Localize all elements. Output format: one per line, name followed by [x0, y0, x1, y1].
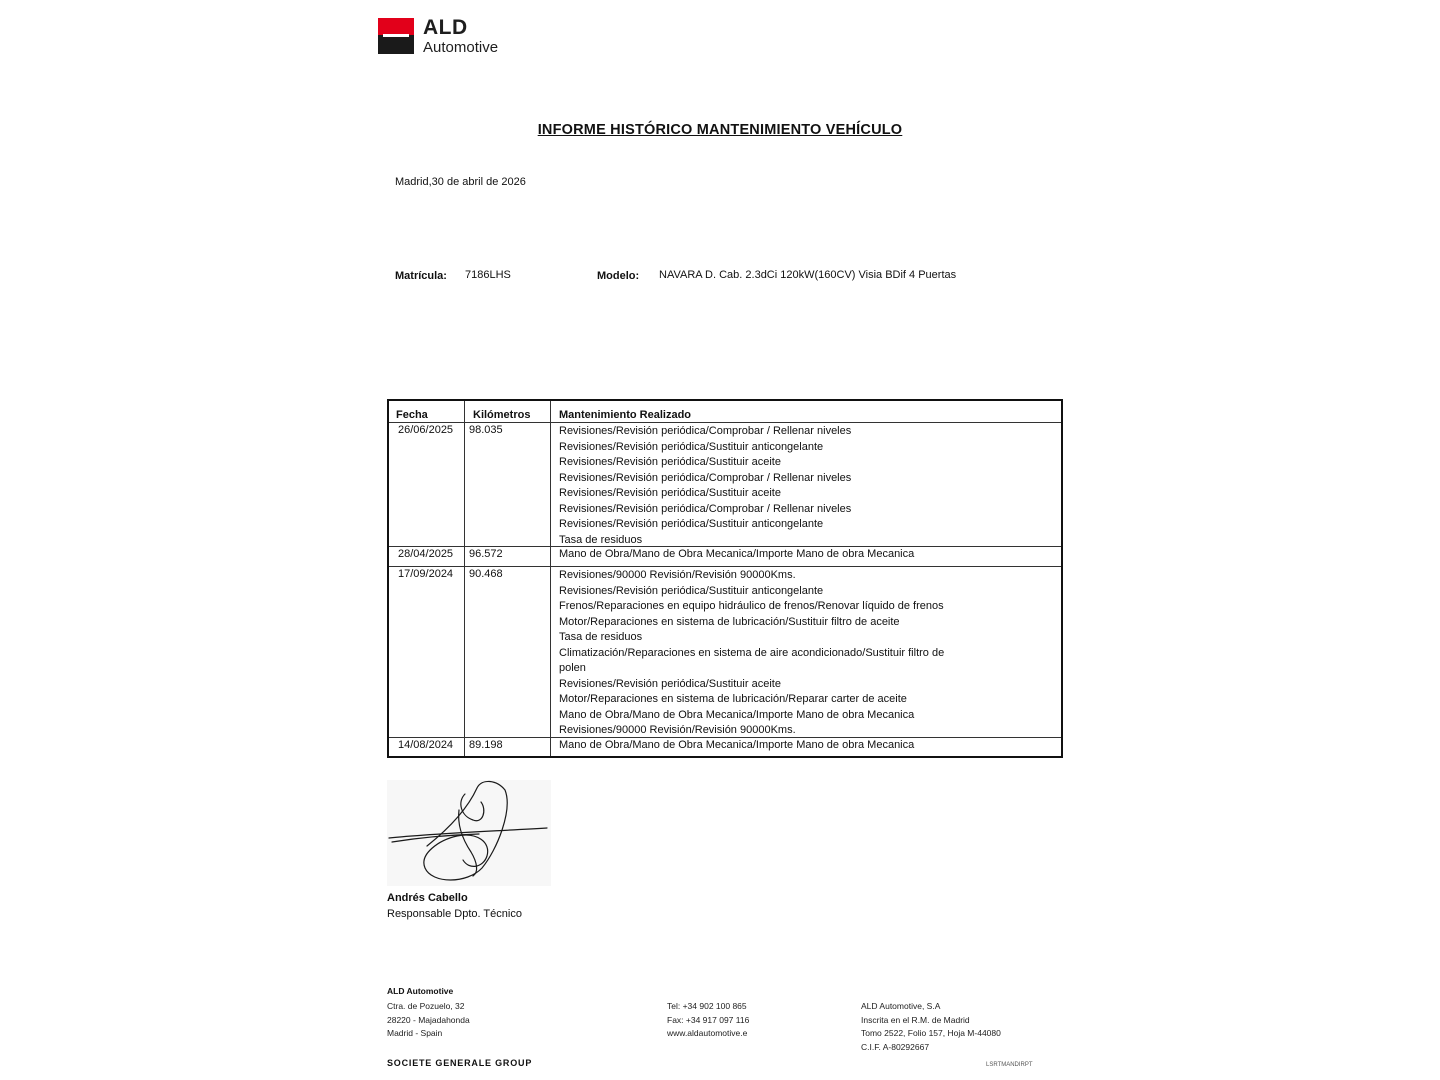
maintenance-item: Revisiones/Revisión periódica/Sustituir anticongelante [559, 584, 824, 597]
row-3-km: 90.468 [469, 568, 503, 580]
document-date: Madrid,30 de abril de 2026 [395, 176, 526, 188]
footer-group-name: SOCIETE GENERALE GROUP [387, 1058, 533, 1068]
maintenance-table [387, 399, 1063, 758]
footer-document-code: LSRTMANDIRPT [986, 1062, 1033, 1068]
footer-address-line: Ctra. de Pozuelo, 32 [387, 1001, 465, 1011]
maintenance-item: Revisiones/Revisión periódica/Sustituir anticongelante [559, 518, 824, 530]
footer-company: ALD Automotive [387, 986, 454, 996]
maintenance-item: Revisiones/90000 Revisión/Revisión 90000Kms. [559, 569, 796, 581]
signer-name: Andrés Cabello [387, 892, 468, 904]
footer-phone: Tel: +34 902 100 865 [667, 1001, 747, 1011]
header-mantenimiento: Mantenimiento Realizado [559, 409, 692, 421]
maintenance-item: Revisiones/Revisión periódica/Sustituir aceite [559, 487, 781, 499]
maintenance-item: Motor/Reparaciones en sistema de lubricación/Reparar carter de aceite [559, 693, 907, 705]
footer-legal-line: C.I.F. A-80292667 [861, 1041, 930, 1052]
maintenance-item: Mano de Obra/Mano de Obra Mecanica/Importe Mano de obra Mecanica [559, 708, 915, 721]
plate-value: 7186LHS [465, 269, 511, 281]
column-divider [464, 401, 465, 756]
row-4-km: 89.198 [469, 739, 503, 751]
logo-text-ald: ALD [423, 16, 468, 39]
maintenance-item: Revisiones/Revisión periódica/Comprobar / Rellenar niveles [559, 502, 852, 515]
header-fecha: Fecha [396, 409, 428, 421]
maintenance-item: Tasa de residuos [559, 533, 643, 546]
plate-label: Matrícula: [395, 270, 447, 282]
footer-address-line: 28220 - Majadahonda [387, 1014, 470, 1025]
model-label: Modelo: [597, 270, 640, 282]
signature-scribble-icon [387, 780, 551, 886]
maintenance-item: Tasa de residuos [559, 631, 643, 643]
footer-legal-line: Inscrita en el R.M. de Madrid [861, 1014, 970, 1025]
row-1-maintenance [559, 424, 851, 548]
row-4-date: 14/08/2024 [398, 739, 454, 751]
footer-legal-line: Tomo 2522, Folio 157, Hoja M-44080 [861, 1028, 1001, 1038]
footer-contact [667, 1000, 749, 1041]
row-2-date: 28/04/2025 [398, 548, 454, 560]
row-3-date: 17/09/2024 [398, 568, 454, 580]
maintenance-item: Frenos/Reparaciones en equipo hidráulico de frenos/Renovar líquido de frenos [559, 600, 944, 612]
footer-legal-line: ALD Automotive, S.A [861, 1001, 941, 1011]
maintenance-item: Revisiones/Revisión periódica/Sustituir aceite [559, 456, 781, 468]
row-2-km: 96.572 [469, 548, 503, 560]
row-1-km: 98.035 [469, 424, 503, 436]
column-divider [550, 401, 551, 756]
footer-address-line: Madrid - Spain [387, 1028, 443, 1038]
header-kilometros: Kilómetros [473, 409, 531, 421]
footer-address [387, 1000, 470, 1041]
model-value: NAVARA D. Cab. 2.3dCi 120kW(160CV) Visia BDif 4 Puertas [659, 269, 957, 281]
maintenance-item: Mano de Obra/Mano de Obra Mecanica/Importe Mano de obra Mecanica [559, 739, 915, 751]
footer-fax: Fax: +34 917 097 116 [667, 1014, 750, 1025]
row-4-maintenance [559, 738, 914, 754]
footer-website: www.aldautomotive.e [667, 1028, 748, 1038]
maintenance-item: Motor/Reparaciones en sistema de lubricación/Sustituir filtro de aceite [559, 615, 900, 628]
signature-image [387, 780, 551, 886]
footer-legal [861, 1000, 1001, 1054]
maintenance-item: Revisiones/Revisión periódica/Sustituir aceite [559, 677, 781, 690]
maintenance-item: Mano de Obra/Mano de Obra Mecanica/Importe Mano de obra Mecanica [559, 548, 915, 560]
maintenance-item: Revisiones/Revisión periódica/Comprobar / Rellenar niveles [559, 425, 852, 437]
ald-logo-icon [378, 18, 414, 54]
maintenance-item: polen [559, 662, 586, 674]
ald-logo [378, 18, 513, 58]
signer-role: Responsable Dpto. Técnico [387, 908, 522, 920]
document-title: INFORME HISTÓRICO MANTENIMIENTO VEHÍCULO [537, 122, 903, 138]
row-2-maintenance [559, 547, 914, 563]
row-1-date: 26/06/2025 [398, 424, 454, 436]
maintenance-item: Revisiones/Revisión periódica/Sustituir anticongelante [559, 440, 824, 453]
maintenance-item: Climatización/Reparaciones en sistema de aire acondicionado/Sustituir filtro de [559, 646, 945, 659]
maintenance-item: Revisiones/90000 Revisión/Revisión 90000Kms. [559, 724, 796, 736]
logo-text-automotive: Automotive [423, 39, 499, 56]
maintenance-item: Revisiones/Revisión periódica/Comprobar / Rellenar niveles [559, 471, 852, 484]
row-3-maintenance [559, 568, 944, 739]
